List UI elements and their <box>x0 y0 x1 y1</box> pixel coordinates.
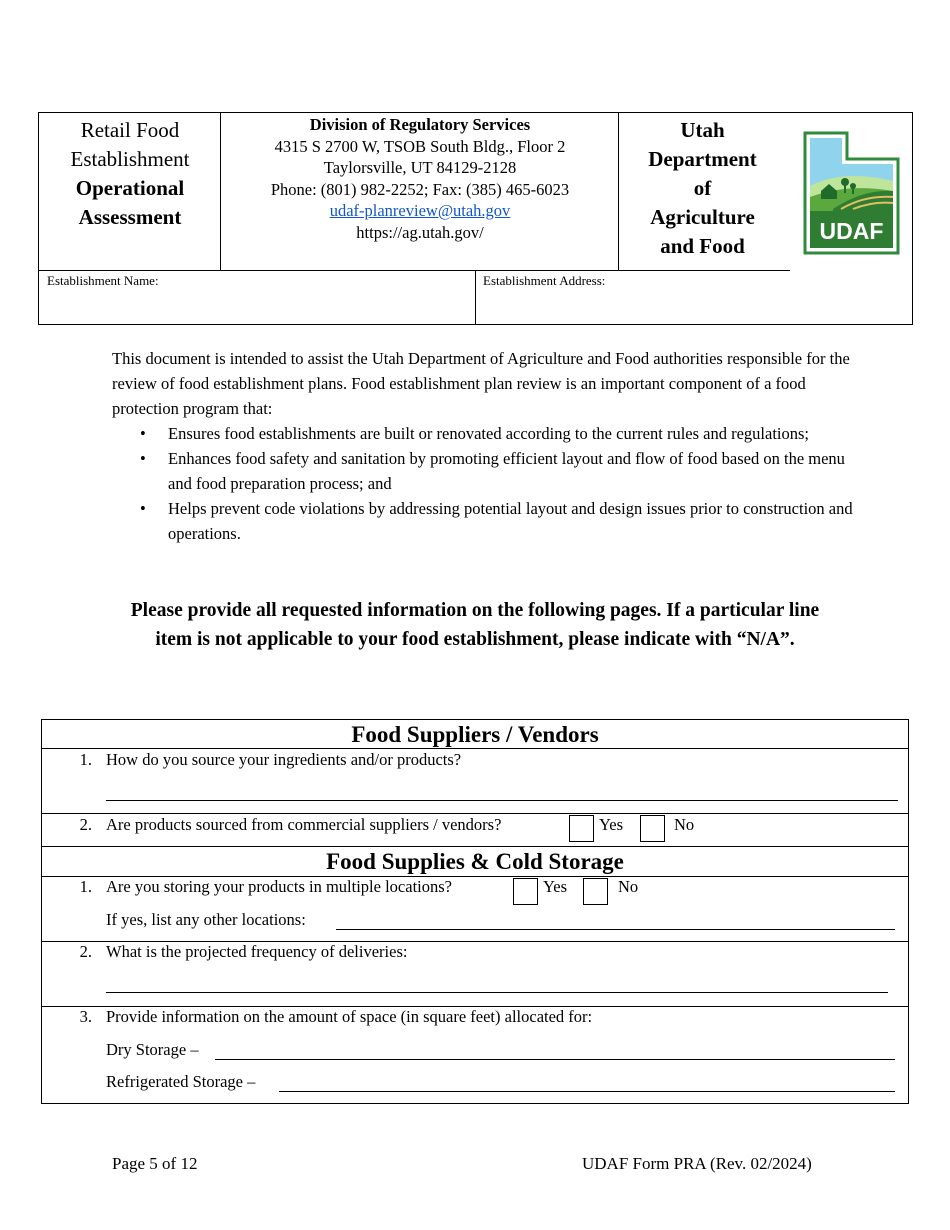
agency-line: Agriculture <box>650 205 755 229</box>
question-text: How do you source your ingredients and/or products? <box>106 750 462 769</box>
list-item <box>140 446 860 496</box>
logo-text: UDAF <box>819 218 884 244</box>
agency-name <box>620 116 785 261</box>
question-number: 1. <box>79 877 92 896</box>
list-item <box>140 421 860 446</box>
form-title-line: Establishment <box>70 147 190 171</box>
bullet-icon: • <box>140 424 146 443</box>
intro-bullet-list <box>140 421 860 546</box>
question-number: 3. <box>79 1007 92 1026</box>
question-text: Are you storing your products in multiple locations? <box>106 877 452 896</box>
division-name: Division of Regulatory Services <box>309 115 531 134</box>
form-title-line: Assessment <box>78 205 182 229</box>
header-divider <box>618 112 619 270</box>
section-title: Food Supplies & Cold Storage <box>326 849 624 874</box>
establishment-address-field[interactable] <box>482 291 908 321</box>
refrigerated-storage-line[interactable] <box>279 1091 895 1092</box>
yes-label: Yes <box>599 815 624 834</box>
bullet-text: Ensures food establishments are built or renovated according to the current rules and regulations; <box>168 424 810 443</box>
agency-line: and Food <box>660 234 745 258</box>
no-checkbox[interactable] <box>583 878 608 905</box>
establishment-name-label: Establishment Name: <box>47 273 159 288</box>
bullet-text: Helps prevent code violations by addressing potential layout and design issues prior to construction and operations. <box>168 499 853 543</box>
question-number: 2. <box>79 942 92 961</box>
header-divider <box>38 270 790 271</box>
agency-line: Department <box>648 147 757 171</box>
question-number: 1. <box>79 750 92 769</box>
no-checkbox[interactable] <box>640 815 665 842</box>
yes-checkbox[interactable] <box>569 815 594 842</box>
address-line: Taylorsville, UT 84129-2128 <box>323 158 517 177</box>
section-title: Food Suppliers / Vendors <box>351 722 599 747</box>
dry-storage-label: Dry Storage – <box>106 1040 199 1059</box>
address-line: 4315 S 2700 W, TSOB South Bldg., Floor 2 <box>274 136 566 156</box>
form-title-line: Retail Food <box>80 118 180 142</box>
bullet-icon: • <box>140 499 146 518</box>
list-item <box>140 496 860 546</box>
bullet-icon: • <box>140 449 146 468</box>
establishment-address-label: Establishment Address: <box>483 273 606 288</box>
question-text: Provide information on the amount of space (in square feet) allocated for: <box>106 1007 593 1026</box>
yes-label: Yes <box>543 877 568 896</box>
form-title-line: Operational <box>75 176 185 200</box>
yes-checkbox[interactable] <box>513 878 538 905</box>
followup-label: If yes, list any other locations: <box>106 910 306 929</box>
answer-line[interactable] <box>106 800 898 801</box>
form-title <box>40 116 220 232</box>
agency-line: Utah <box>680 118 725 142</box>
form-id: UDAF Form PRA (Rev. 02/2024) <box>582 1154 812 1173</box>
email-link[interactable]: udaf-planreview@utah.gov <box>329 201 511 220</box>
header-divider <box>475 270 476 325</box>
other-locations-line[interactable] <box>336 929 895 930</box>
question-text: Are products sourced from commercial suppliers / vendors? <box>106 815 502 834</box>
website-url: https://ag.utah.gov/ <box>356 222 484 242</box>
instructions-notice: Please provide all requested information on the following pages. If a particular line item is not applicable to your food establishment, please indicate with “N/A”. <box>130 600 820 650</box>
bullet-text: Enhances food safety and sanitation by promoting efficient layout and flow of food based on the menu and food preparation process; and <box>168 449 845 493</box>
question-text: What is the projected frequency of deliveries: <box>106 942 408 961</box>
no-label: No <box>618 877 639 896</box>
establishment-name-field[interactable] <box>46 291 470 321</box>
row-divider <box>41 846 909 847</box>
question-number: 2. <box>79 815 92 834</box>
answer-line[interactable] <box>106 992 888 993</box>
page-number: Page 5 of 12 <box>112 1154 198 1173</box>
udaf-logo-icon <box>803 131 900 255</box>
dry-storage-line[interactable] <box>215 1059 895 1060</box>
division-contact <box>222 114 618 243</box>
intro-paragraph: This document is intended to assist the Utah Department of Agriculture and Food authorities responsible for the review of food establishment plans. Food establishment plan review is an important component of a food protection program that: <box>112 349 850 418</box>
agency-line: of <box>693 176 712 200</box>
refrigerated-storage-label: Refrigerated Storage – <box>106 1072 256 1091</box>
phone-fax: Phone: (801) 982-2252; Fax: (385) 465-6023 <box>270 179 570 199</box>
no-label: No <box>674 815 695 834</box>
header-divider <box>220 112 221 270</box>
